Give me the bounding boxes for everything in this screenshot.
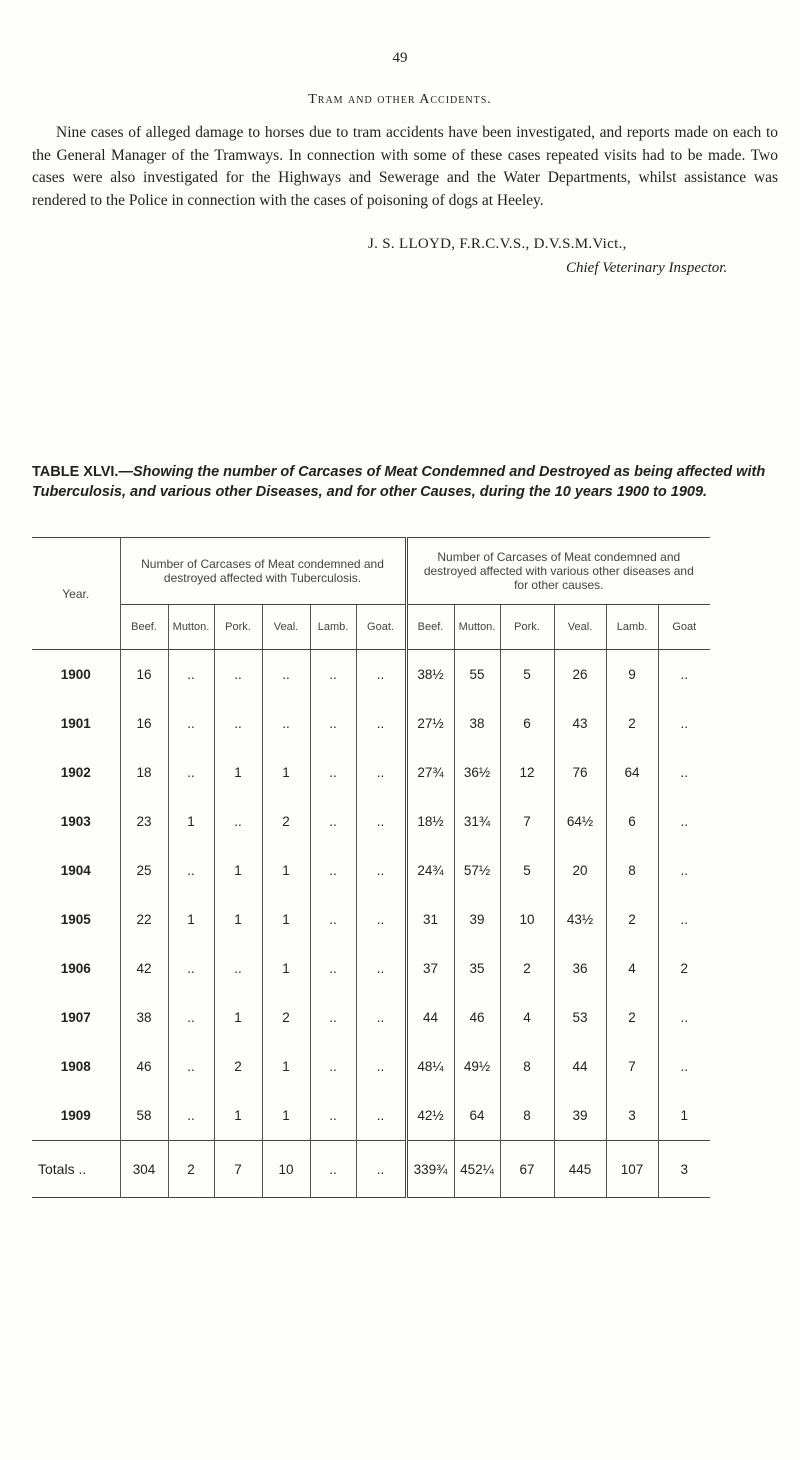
cell: .. — [310, 944, 356, 993]
cell: 44 — [554, 1042, 606, 1091]
cell: 64 — [606, 748, 658, 797]
cell: 1 — [262, 748, 310, 797]
cell: .. — [658, 895, 710, 944]
cell: 25 — [120, 846, 168, 895]
cell: 2 — [606, 993, 658, 1042]
cell: .. — [310, 895, 356, 944]
cell: 7 — [500, 797, 554, 846]
col-other-veal: Veal. — [554, 605, 606, 650]
cell: .. — [310, 846, 356, 895]
cell: .. — [168, 748, 214, 797]
cell: 27½ — [406, 699, 454, 748]
col-other-pork: Pork. — [500, 605, 554, 650]
totals-label: Totals .. — [32, 1141, 120, 1198]
caption-label: TABLE XLVI. — [32, 464, 119, 480]
cell: .. — [356, 748, 406, 797]
cell: 2 — [500, 944, 554, 993]
table-row — [32, 797, 710, 846]
total-cell: 339¾ — [406, 1141, 454, 1198]
table-row — [32, 650, 710, 700]
col-tb-lamb: Lamb. — [310, 605, 356, 650]
table-caption — [32, 462, 780, 502]
signature-title: Chief Veterinary Inspector. — [566, 260, 728, 276]
cell: .. — [214, 699, 262, 748]
cell: 9 — [606, 650, 658, 700]
table-row — [32, 944, 710, 993]
cell: .. — [658, 1042, 710, 1091]
cell: 53 — [554, 993, 606, 1042]
cell: 43½ — [554, 895, 606, 944]
total-cell: 445 — [554, 1141, 606, 1198]
table-row — [32, 699, 710, 748]
caption-text: —Showing the number of Carcases of Meat Condemned and Destroyed as being affected with Tuberculosis, and various other Diseases, and for other Causes, during the 10 years 1900 to 1909. — [32, 464, 766, 500]
page-number: 49 — [392, 50, 408, 66]
cell: 39 — [454, 895, 500, 944]
col-tb-goat: Goat. — [356, 605, 406, 650]
year-cell: 1901 — [60, 716, 91, 731]
cell: 76 — [554, 748, 606, 797]
year-cell: 1905 — [60, 912, 91, 927]
cell: .. — [168, 944, 214, 993]
col-tb-mutton: Mutton. — [168, 605, 214, 650]
cell: 1 — [262, 1042, 310, 1091]
cell: 8 — [500, 1042, 554, 1091]
year-cell: 1908 — [60, 1059, 91, 1074]
total-cell: .. — [356, 1141, 406, 1198]
cell: .. — [658, 846, 710, 895]
cell: 4 — [500, 993, 554, 1042]
table-row — [32, 993, 710, 1042]
cell: 2 — [262, 993, 310, 1042]
col-tb-pork: Pork. — [214, 605, 262, 650]
year-cell: 1906 — [60, 961, 91, 976]
cell: .. — [168, 993, 214, 1042]
cell: 64½ — [554, 797, 606, 846]
cell: .. — [356, 797, 406, 846]
cell: 64 — [454, 1091, 500, 1141]
table-row — [32, 1091, 710, 1141]
cell: 36 — [554, 944, 606, 993]
table-row — [32, 1042, 710, 1091]
cell: 18½ — [406, 797, 454, 846]
cell: 1 — [168, 895, 214, 944]
table-row — [32, 895, 710, 944]
cell: .. — [310, 650, 356, 700]
cell: .. — [214, 944, 262, 993]
cell: .. — [356, 699, 406, 748]
cell: 42 — [120, 944, 168, 993]
cell: .. — [168, 650, 214, 700]
cell: .. — [658, 699, 710, 748]
cell: 1 — [262, 944, 310, 993]
cell: .. — [356, 846, 406, 895]
cell: 8 — [500, 1091, 554, 1141]
cell: 6 — [606, 797, 658, 846]
cell: 46 — [454, 993, 500, 1042]
cell: .. — [168, 1091, 214, 1141]
total-cell: .. — [310, 1141, 356, 1198]
cell: 6 — [500, 699, 554, 748]
cell: 46 — [120, 1042, 168, 1091]
cell: 1 — [658, 1091, 710, 1141]
cell: 44 — [406, 993, 454, 1042]
cell: 38½ — [406, 650, 454, 700]
cell: 36½ — [454, 748, 500, 797]
cell: .. — [310, 699, 356, 748]
year-cell: 1907 — [60, 1010, 91, 1025]
cell: .. — [168, 1042, 214, 1091]
col-other-goat: Goat — [658, 605, 710, 650]
cell: 1 — [214, 1091, 262, 1141]
col-tb-beef: Beef. — [120, 605, 168, 650]
signature-name: J. S. LLOYD, F.R.C.V.S., D.V.S.M.Vict., — [368, 236, 627, 252]
cell: 4 — [606, 944, 658, 993]
cell: .. — [356, 650, 406, 700]
cell: 24¾ — [406, 846, 454, 895]
cell: 26 — [554, 650, 606, 700]
total-cell: 7 — [214, 1141, 262, 1198]
col-tb-veal: Veal. — [262, 605, 310, 650]
year-cell: 1904 — [60, 863, 91, 878]
cell: 5 — [500, 846, 554, 895]
cell: 1 — [214, 748, 262, 797]
section-heading: Tram and other Accidents. — [308, 92, 492, 107]
totals-row — [32, 1141, 710, 1198]
cell: 10 — [500, 895, 554, 944]
cell: 55 — [454, 650, 500, 700]
cell: .. — [658, 797, 710, 846]
cell: 1 — [262, 895, 310, 944]
cell: .. — [310, 748, 356, 797]
cell: .. — [356, 944, 406, 993]
cell: 3 — [606, 1091, 658, 1141]
year-cell: 1900 — [60, 667, 91, 682]
cell: 1 — [168, 797, 214, 846]
cell: .. — [310, 1091, 356, 1141]
col-other-beef: Beef. — [406, 605, 454, 650]
cell: 12 — [500, 748, 554, 797]
cell: 39 — [554, 1091, 606, 1141]
cell: .. — [168, 699, 214, 748]
cell: .. — [356, 895, 406, 944]
col-other-mutton: Mutton. — [454, 605, 500, 650]
carcases-table — [32, 537, 710, 1198]
cell: 18 — [120, 748, 168, 797]
cell: .. — [356, 993, 406, 1042]
cell: .. — [658, 650, 710, 700]
cell: 58 — [120, 1091, 168, 1141]
cell: 2 — [658, 944, 710, 993]
cell: 1 — [214, 846, 262, 895]
cell: .. — [214, 650, 262, 700]
cell: .. — [658, 748, 710, 797]
table-row — [32, 748, 710, 797]
cell: 2 — [262, 797, 310, 846]
cell: 16 — [120, 650, 168, 700]
total-cell: 107 — [606, 1141, 658, 1198]
cell: 2 — [214, 1042, 262, 1091]
cell: 49½ — [454, 1042, 500, 1091]
total-cell: 67 — [500, 1141, 554, 1198]
cell: 35 — [454, 944, 500, 993]
cell: .. — [310, 797, 356, 846]
cell: 2 — [606, 895, 658, 944]
cell: .. — [310, 1042, 356, 1091]
cell: 1 — [214, 895, 262, 944]
year-header: Year. — [32, 538, 120, 650]
cell: 20 — [554, 846, 606, 895]
cell: .. — [262, 699, 310, 748]
cell: 27¾ — [406, 748, 454, 797]
cell: 48¼ — [406, 1042, 454, 1091]
cell: 1 — [262, 1091, 310, 1141]
table-row — [32, 846, 710, 895]
year-cell: 1903 — [60, 814, 91, 829]
intro-paragraph: Nine cases of alleged damage to horses due to tram accidents have been investigated, and reports made on each to the General Manager of the Tramways. In connection with some of these cases repeated visits had to be made. Two cases were also investigated for the Highways and Sewerage and the Water Departments, whilst assistance was rendered to the Police in connection with the cases of poisoning of dogs at Heeley. — [32, 124, 778, 209]
cell: 43 — [554, 699, 606, 748]
other-group-header: Number of Carcases of Meat condemned and destroyed affected with various other diseases and for other causes. — [406, 538, 710, 605]
cell: 7 — [606, 1042, 658, 1091]
cell: .. — [310, 993, 356, 1042]
year-cell: 1902 — [60, 765, 91, 780]
cell: 1 — [214, 993, 262, 1042]
col-other-lamb: Lamb. — [606, 605, 658, 650]
cell: 22 — [120, 895, 168, 944]
cell: 16 — [120, 699, 168, 748]
cell: 38 — [120, 993, 168, 1042]
total-cell: 10 — [262, 1141, 310, 1198]
cell: .. — [356, 1042, 406, 1091]
cell: 38 — [454, 699, 500, 748]
total-cell: 304 — [120, 1141, 168, 1198]
tb-group-header: Number of Carcases of Meat condemned and destroyed affected with Tuberculosis. — [120, 538, 406, 605]
total-cell: 452¼ — [454, 1141, 500, 1198]
cell: 37 — [406, 944, 454, 993]
cell: 57½ — [454, 846, 500, 895]
cell: .. — [262, 650, 310, 700]
cell: .. — [356, 1091, 406, 1141]
cell: 23 — [120, 797, 168, 846]
cell: .. — [168, 846, 214, 895]
total-cell: 2 — [168, 1141, 214, 1198]
cell: 31 — [406, 895, 454, 944]
cell: 31¾ — [454, 797, 500, 846]
total-cell: 3 — [658, 1141, 710, 1198]
cell: 42½ — [406, 1091, 454, 1141]
cell: .. — [658, 993, 710, 1042]
cell: 8 — [606, 846, 658, 895]
cell: .. — [214, 797, 262, 846]
cell: 1 — [262, 846, 310, 895]
cell: 5 — [500, 650, 554, 700]
year-cell: 1909 — [60, 1108, 91, 1123]
cell: 2 — [606, 699, 658, 748]
